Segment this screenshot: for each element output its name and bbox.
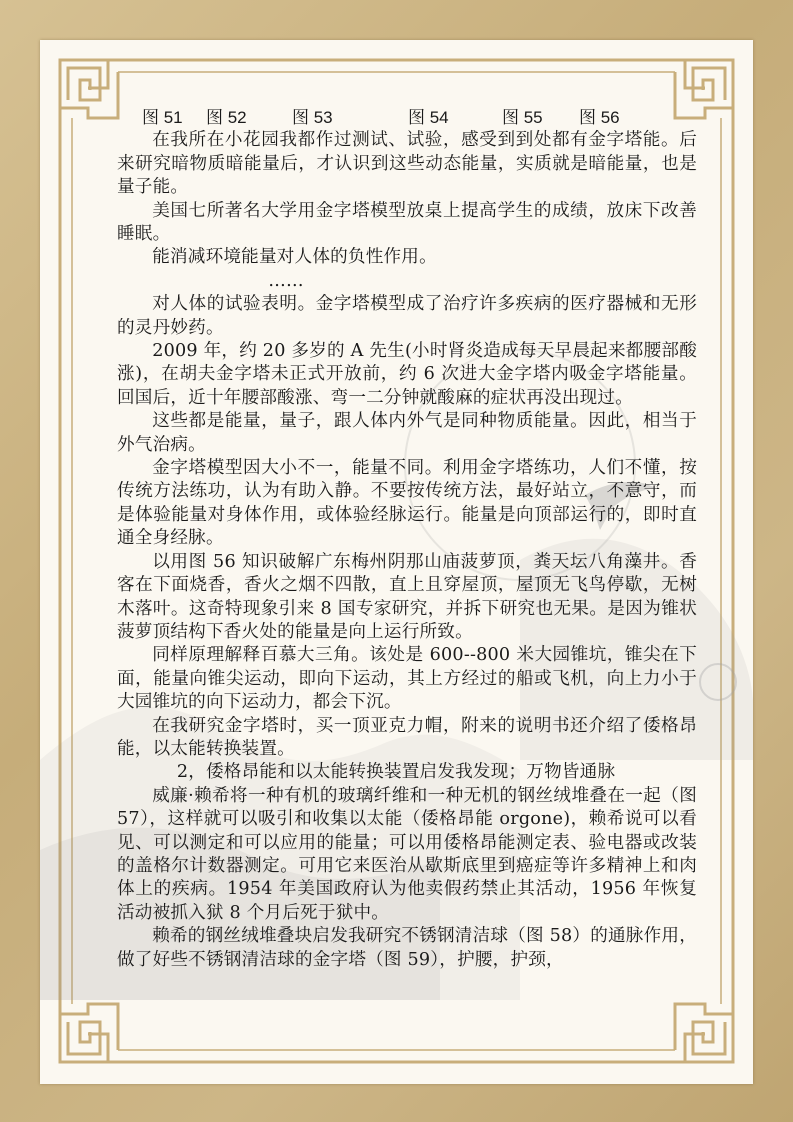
- paragraph: 金字塔模型因大小不一，能量不同。利用金字塔练功，人们不懂，按传统方法练功，认为有助入静。不要按传统方法，最好站立，不意守，而是体验能量对身体作用，或体验经脉运行。能量是向顶部运行的，即时直通全身经脉。: [117, 458, 697, 549]
- paragraph: 在我研究金字塔时，买一顶亚克力帽，附来的说明书还介绍了倭格昂能，以太能转换装置。: [117, 715, 697, 759]
- paragraph: 对人体的试验表明。金字塔模型成了治疗许多疾病的医疗器械和无形的灵丹妙药。: [117, 294, 697, 338]
- paragraph: 赖希的钢丝绒堆叠块启发我研究不锈钢清洁球（图 58）的通脉作用，做了好些不锈钢清洁球的金字塔（图 59），护腰，护颈，: [117, 926, 697, 970]
- figure-label: 图 54: [408, 108, 449, 127]
- paragraph: 威廉·赖希将一种有机的玻璃纤维和一种无机的钢丝绒堆叠在一起（图 57），这样就可以吸引和收集以太能（倭格昂能 orgone)，赖希说可以看见、可以测定和可以应用的能量；可以用倭格昂能测定表、验电器或改装的盖格尔计数器测定。可用它来医治从歇斯底里到癌症等许多精神上和肉体上的疾病。1954 年美国政府认为他卖假药禁止其活动，1956 年恢复活动被抓入狱 8 个月后死于狱中。: [117, 785, 697, 923]
- paragraph: 同样原理解释百慕大三角。该处是 600--800 米大园锥坑，锥尖在下面，能量向锥尖运动，即向下运动，其上方经过的船或飞机，向上力小于大园锥坑的向下运动力，都会下沉。: [117, 645, 697, 713]
- figure-label: 图 53: [292, 108, 333, 127]
- paragraph: 2009 年，约 20 多岁的 A 先生(小时肾炎造成每天早晨起来都腰部酸涨)，在胡夫金字塔未正式开放前，约 6 次进大金字塔内吸金字塔能量。回国后，近十年腰部酸涨、弯一二分钟就酸麻的症状再没出现过。: [117, 341, 697, 408]
- paragraph: 这些都是能量，量子，跟人体内外气是同种物质能量。因此，相当于外气治病。: [117, 411, 697, 455]
- figure-label: 图 52: [206, 108, 247, 127]
- document-body: [117, 106, 697, 972]
- figure-label: 图 56: [579, 108, 620, 127]
- ellipsis-line: ……: [268, 270, 304, 291]
- paragraph: 在我所在小花园我都作过测试、试验，感受到到处都有金字塔能。后来研究暗物质暗能量后，才认识到这些动态能量，实质就是暗能量，也是量子能。: [117, 130, 697, 198]
- figure-label-row: [117, 106, 697, 129]
- section-subheading: 2，倭格昂能和以太能转换装置启发我发现；万物皆通脉: [176, 762, 616, 783]
- figure-label: 图 51: [142, 108, 183, 127]
- figure-label: 图 55: [502, 108, 543, 127]
- paragraph: 以用图 56 知识破解广东梅州阴那山庙菠萝顶，粪天坛八角藻井。香客在下面烧香，香火之烟不四散，直上且穿屋顶，屋顶无飞鸟停歇，无树木落叶。这奇特现象引来 8 国专家研究，并拆下研究也无果。是因为锥状菠萝顶结构下香火处的能量是向上运行所致。: [117, 551, 697, 642]
- paragraph: 能消减环境能量对人体的负性作用。: [152, 247, 437, 268]
- paragraph: 美国七所著名大学用金字塔模型放桌上提高学生的成绩，放床下改善睡眠。: [117, 200, 697, 245]
